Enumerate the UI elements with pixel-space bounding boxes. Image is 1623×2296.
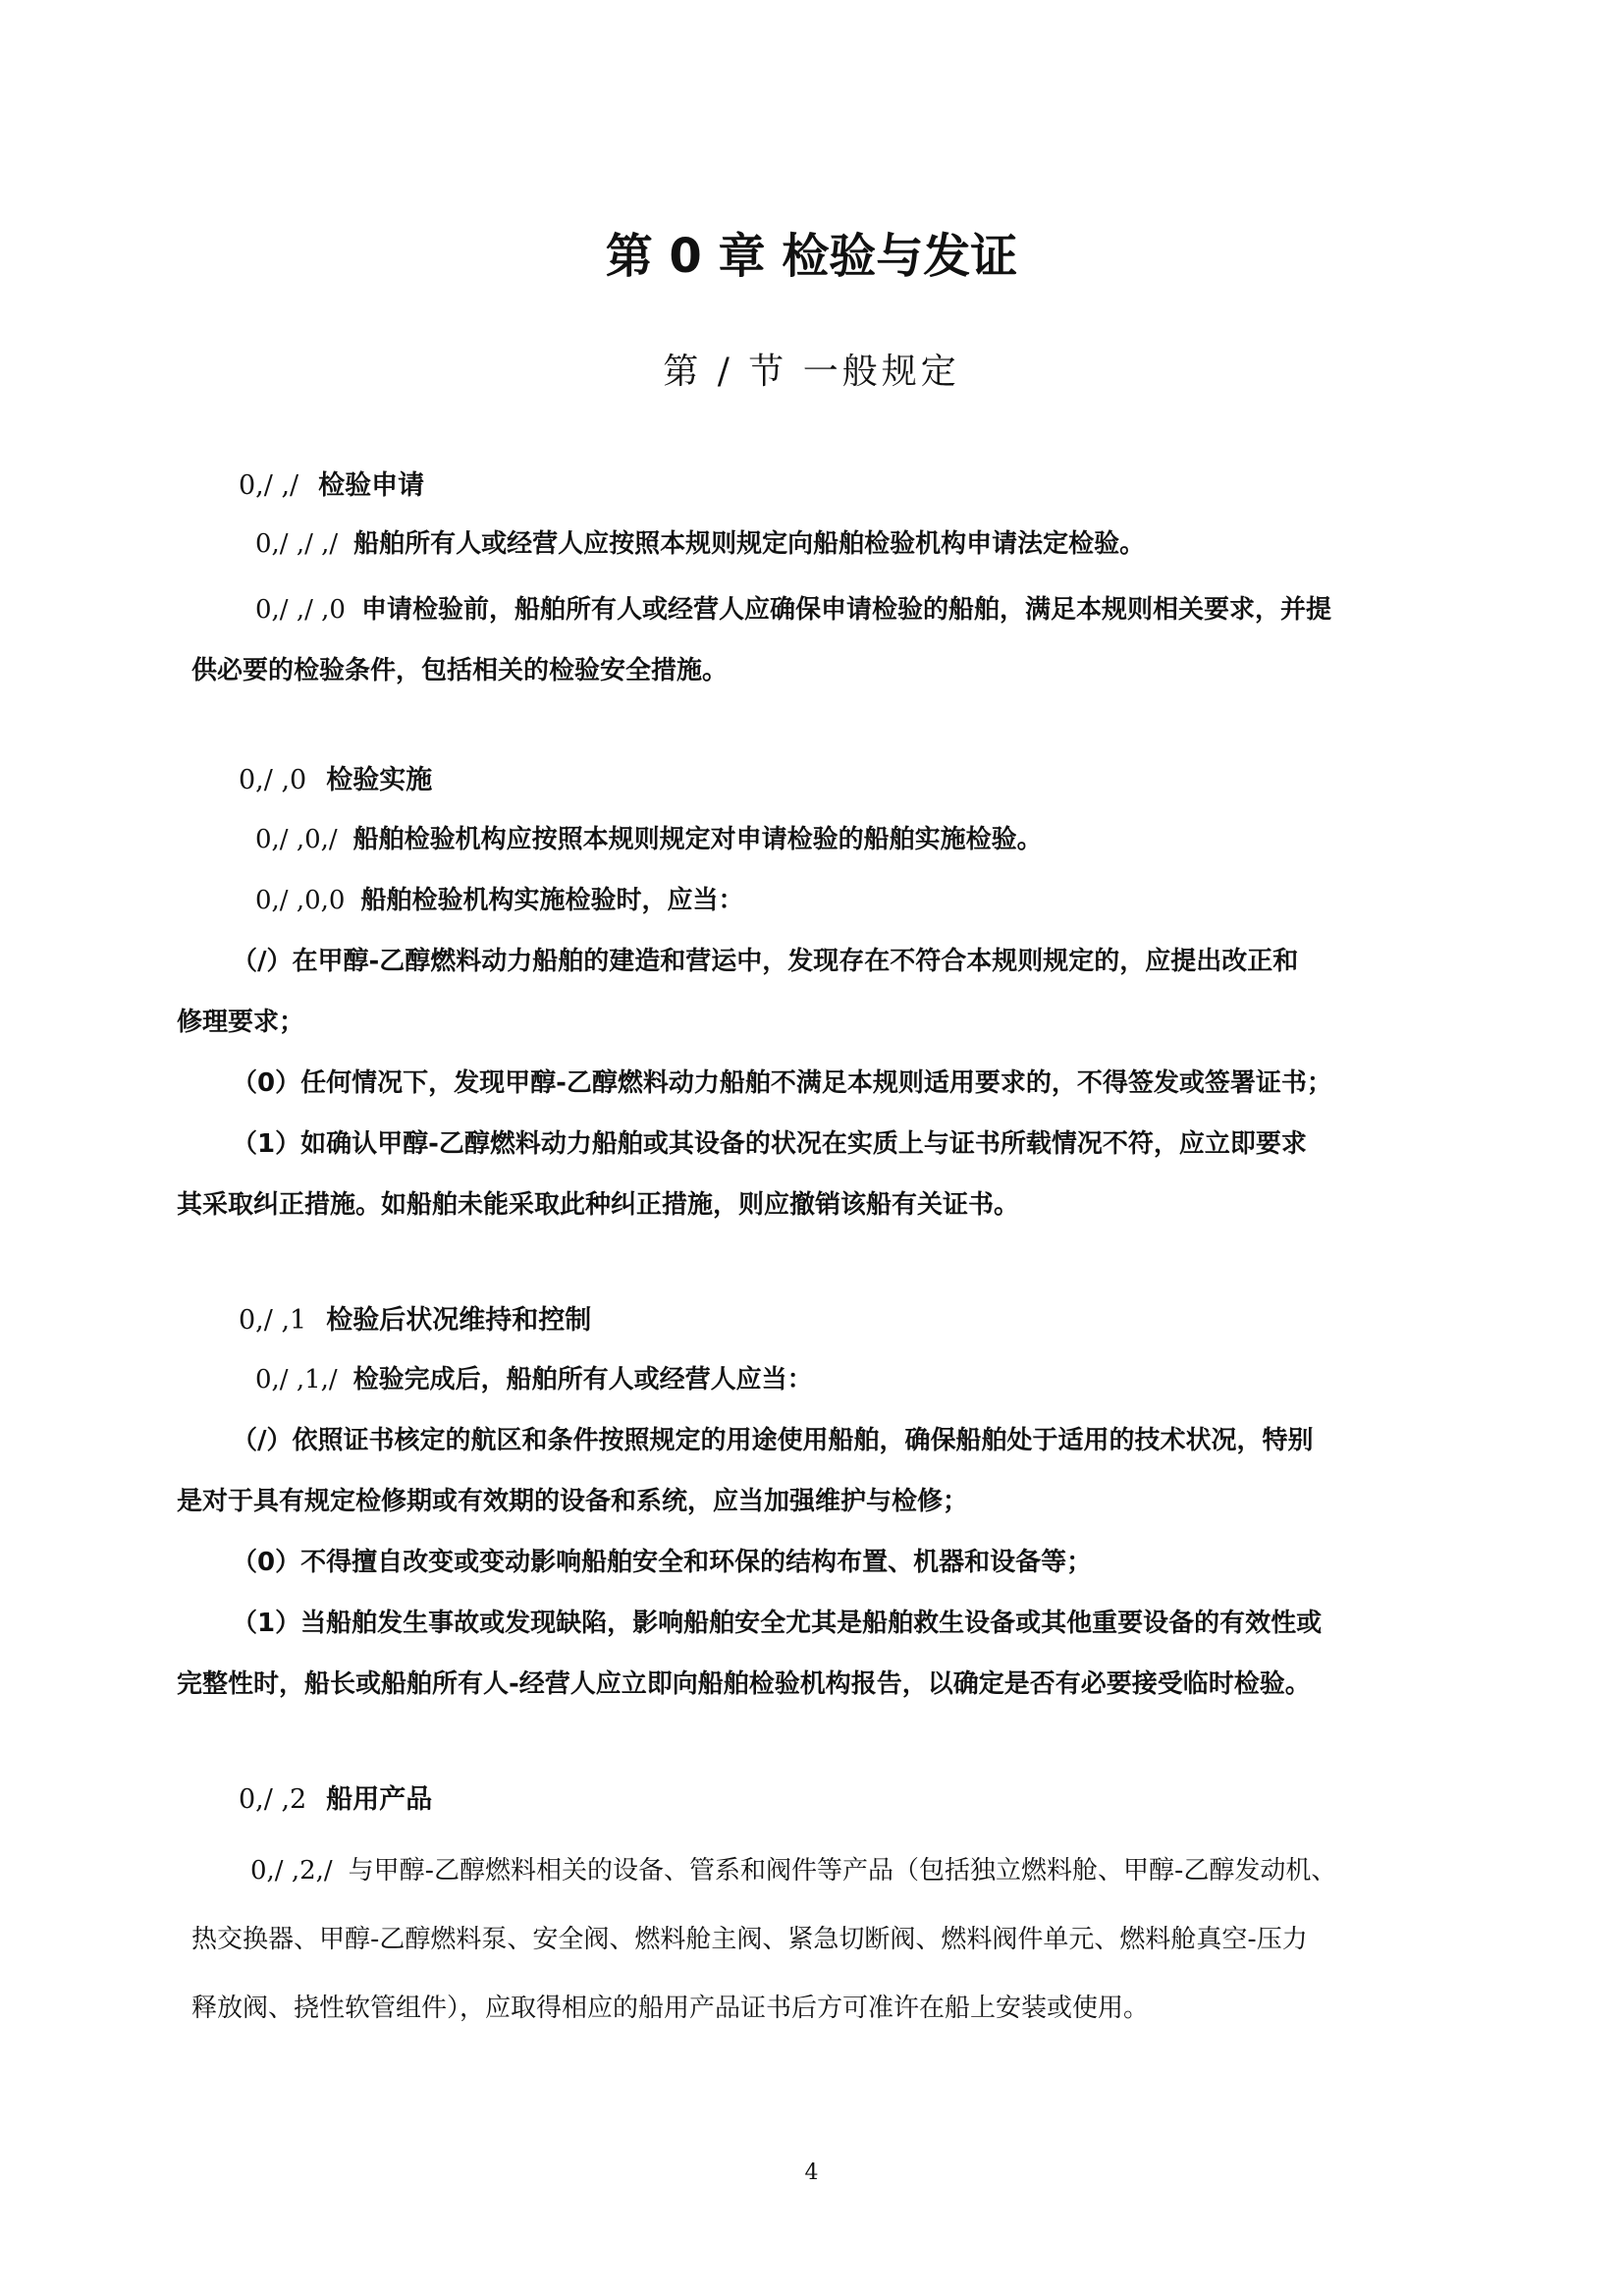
clause-text: 检验完成后，船舶所有人或经营人应当： bbox=[352, 1365, 813, 1394]
clause-4-1-cont-2: 释放阀、挠性软管组件），应取得相应的船用产品证书后方可准许在船上安装或使用。 bbox=[191, 1994, 1150, 2023]
clause-text: 申请检验前，船舶所有人或经营人应确保申请检验的船舶，满足本规则相关要求，并提 bbox=[360, 595, 1331, 625]
list-item-2-3: （1）如确认甲醇-乙醇燃料动力船舶或其设备的状况在实质上与证书所载情况不符，应立即要求 bbox=[232, 1129, 1307, 1159]
clause-number: 0,/ ,/ ,/ bbox=[255, 529, 339, 559]
clause-number: 0,/ ,0,/ bbox=[255, 825, 338, 854]
clause-1-1 bbox=[255, 514, 1145, 574]
heading-text: 检验后状况维持和控制 bbox=[326, 1305, 592, 1336]
clause-number: 0,/ ,0,0 bbox=[255, 886, 346, 915]
list-item-3-3-cont: 完整性时，船长或船舶所有人-经营人应立即向船舶检验机构报告，以确定是否有必要接受临时检验。 bbox=[177, 1669, 1311, 1699]
list-item-3-1-cont: 是对于具有规定检修期或有效期的设备和系统，应当加强维护与检修； bbox=[177, 1487, 969, 1516]
heading-post-inspection bbox=[239, 1298, 591, 1337]
clause-number: 0,/ ,1,/ bbox=[255, 1365, 338, 1394]
heading-marine-products bbox=[239, 1777, 432, 1816]
heading-text: 船用产品 bbox=[326, 1784, 433, 1815]
clause-2-2 bbox=[255, 870, 743, 931]
list-item-2-1-cont: 修理要求； bbox=[177, 1008, 305, 1037]
clause-text: 与甲醇-乙醇燃料相关的设备、管系和阀件等产品（包括独立燃料舱、甲醇-乙醇发动机、 bbox=[348, 1856, 1337, 1886]
clause-4-1 bbox=[250, 1840, 1336, 1901]
list-item-2-1: （/）在甲醇-乙醇燃料动力船舶的建造和营运中，发现存在不符合本规则规定的，应提出改正和 bbox=[232, 947, 1299, 976]
clause-3-1 bbox=[255, 1349, 813, 1410]
heading-number: 0,/ ,1 bbox=[239, 1305, 307, 1336]
list-item-3-1: （/）依照证书核定的航区和条件按照规定的用途使用船舶，确保船舶处于适用的技术状况，特别 bbox=[232, 1426, 1314, 1455]
clause-number: 0,/ ,/ ,0 bbox=[255, 595, 346, 625]
list-item-3-3: （1）当船舶发生事故或发现缺陷，影响船舶安全尤其是船舶救生设备或其他重要设备的有效性或 bbox=[232, 1609, 1323, 1638]
heading-inspection-application bbox=[239, 464, 424, 502]
list-item-2-2: （0）任何情况下，发现甲醇-乙醇燃料动力船舶不满足本规则适用要求的，不得签发或签署证书； bbox=[232, 1068, 1332, 1098]
heading-text: 检验申请 bbox=[318, 470, 425, 501]
clause-4-1-cont-1: 热交换器、甲醇-乙醇燃料泵、安全阀、燃料舱主阀、紧急切断阀、燃料阀件单元、燃料舱真空-压力 bbox=[191, 1925, 1308, 1954]
clause-text: 船舶所有人或经营人应按照本规则规定向船舶检验机构申请法定检验。 bbox=[353, 529, 1146, 559]
heading-inspection-implementation bbox=[239, 758, 432, 796]
heading-number: 0,/ ,2 bbox=[239, 1784, 307, 1815]
list-item-3-2: （0）不得擅自改变或变动影响船舶安全和环保的结构布置、机器和设备等； bbox=[232, 1548, 1093, 1577]
clause-text: 船舶检验机构应按照本规则规定对申请检验的船舶实施检验。 bbox=[352, 825, 1043, 854]
heading-number: 0,/ ,0 bbox=[239, 765, 307, 795]
clause-1-2 bbox=[255, 579, 1331, 640]
list-item-2-3-cont: 其采取纠正措施。如船舶未能采取此种纠正措施，则应撤销该船有关证书。 bbox=[177, 1190, 1020, 1220]
heading-number: 0,/ ,/ bbox=[239, 470, 299, 501]
section-title: 第 / 节 一般规定 bbox=[663, 352, 960, 392]
chapter-title: 第 0 章 检验与发证 bbox=[605, 229, 1018, 284]
heading-text: 检验实施 bbox=[326, 765, 433, 795]
clause-text: 船舶检验机构实施检验时，应当： bbox=[360, 886, 744, 915]
page-number: 4 bbox=[804, 2160, 819, 2185]
clause-1-2-cont: 供必要的检验条件，包括相关的检验安全措施。 bbox=[191, 656, 729, 685]
clause-2-1 bbox=[255, 809, 1043, 870]
clause-number: 0,/ ,2,/ bbox=[250, 1856, 333, 1886]
